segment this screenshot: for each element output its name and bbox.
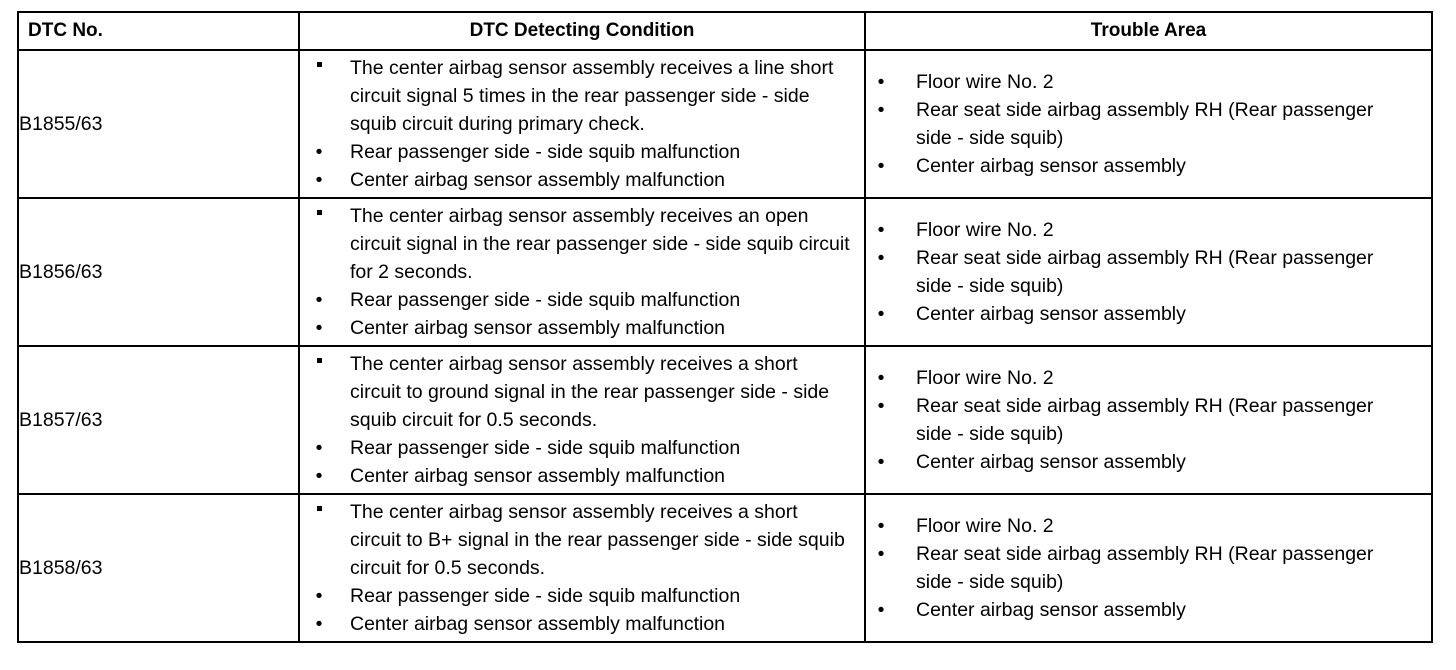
bullet-icon: • [877, 599, 885, 621]
trouble-area-text: Center airbag sensor assembly [916, 155, 1186, 177]
trouble-area-list [866, 364, 1431, 476]
table-row [18, 198, 1432, 346]
trouble-area-text: Center airbag sensor assembly [916, 599, 1186, 621]
bullet-icon: • [877, 515, 885, 537]
bullet-icon: • [877, 155, 885, 177]
trouble-area-item [866, 364, 1431, 392]
trouble-area-cell [865, 50, 1432, 198]
trouble-area-item [866, 216, 1431, 244]
trouble-area-text: Center airbag sensor assembly [916, 451, 1186, 473]
condition-list [300, 54, 864, 194]
condition-text: The center airbag sensor assembly receives a short circuit to B+ signal in the rear passenger side - side squib circuit for 0.5 seconds. [350, 501, 845, 579]
condition-text: The center airbag sensor assembly receives a line short circuit signal 5 times in the rear passenger side - side squib circuit during primary check. [350, 57, 834, 135]
trouble-area-list [866, 68, 1431, 180]
bullet-icon: • [315, 317, 323, 339]
condition-list [300, 498, 864, 638]
bullet-icon: • [315, 465, 323, 487]
condition-cell [299, 346, 865, 494]
condition-item [300, 582, 864, 610]
trouble-area-text: Rear seat side airbag assembly RH (Rear passenger side - side squib) [916, 543, 1374, 593]
condition-item [300, 54, 864, 138]
condition-text: Center airbag sensor assembly malfunction [350, 613, 726, 635]
dtc-table [17, 11, 1433, 643]
condition-text: Center airbag sensor assembly malfunction [350, 169, 726, 191]
bullet-icon: • [877, 219, 885, 241]
bullet-icon: • [315, 437, 323, 459]
trouble-area-item [866, 448, 1431, 476]
trouble-area-text: Floor wire No. 2 [916, 219, 1054, 241]
condition-list [300, 350, 864, 490]
trouble-area-item [866, 68, 1431, 96]
dtc-code: B1858/63 [18, 494, 299, 642]
bullet-icon: • [877, 71, 885, 93]
bullet-icon: • [315, 141, 323, 163]
bullet-icon: • [877, 247, 885, 269]
square-bullet-icon [312, 350, 326, 378]
bullet-icon: • [877, 543, 885, 565]
header-dtc-no: DTC No. [18, 12, 299, 50]
condition-cell [299, 198, 865, 346]
trouble-area-item [866, 540, 1431, 596]
trouble-area-cell [865, 346, 1432, 494]
condition-cell [299, 494, 865, 642]
bullet-icon: • [877, 367, 885, 389]
trouble-area-text: Floor wire No. 2 [916, 515, 1054, 537]
condition-text: Rear passenger side - side squib malfunction [350, 289, 741, 311]
condition-item [300, 350, 864, 434]
bullet-icon: • [315, 169, 323, 191]
square-bullet-icon [312, 498, 326, 526]
trouble-area-list [866, 216, 1431, 328]
trouble-area-text: Floor wire No. 2 [916, 367, 1054, 389]
condition-item [300, 498, 864, 582]
bullet-icon: • [315, 585, 323, 607]
table-row [18, 50, 1432, 198]
trouble-area-text: Center airbag sensor assembly [916, 303, 1186, 325]
condition-text: Rear passenger side - side squib malfunction [350, 585, 741, 607]
condition-item [300, 434, 864, 462]
table-row [18, 494, 1432, 642]
condition-text: The center airbag sensor assembly receives an open circuit signal in the rear passenger side - side squib circuit for 2 seconds. [350, 205, 850, 283]
condition-item [300, 202, 864, 286]
trouble-area-text: Rear seat side airbag assembly RH (Rear passenger side - side squib) [916, 247, 1374, 297]
bullet-icon: • [877, 99, 885, 121]
header-trouble-area: Trouble Area [865, 12, 1432, 50]
bullet-icon: • [877, 395, 885, 417]
trouble-area-item [866, 596, 1431, 624]
trouble-area-cell [865, 198, 1432, 346]
trouble-area-item [866, 300, 1431, 328]
condition-item [300, 462, 864, 490]
header-condition: DTC Detecting Condition [299, 12, 865, 50]
trouble-area-item [866, 96, 1431, 152]
trouble-area-item [866, 152, 1431, 180]
dtc-code: B1856/63 [18, 198, 299, 346]
bullet-icon: • [877, 451, 885, 473]
bullet-icon: • [877, 303, 885, 325]
bullet-icon: • [315, 289, 323, 311]
condition-item [300, 610, 864, 638]
condition-item [300, 138, 864, 166]
bullet-icon: • [315, 613, 323, 635]
condition-cell [299, 50, 865, 198]
trouble-area-text: Floor wire No. 2 [916, 71, 1054, 93]
condition-text: Center airbag sensor assembly malfunction [350, 465, 726, 487]
trouble-area-list [866, 512, 1431, 624]
trouble-area-item [866, 512, 1431, 540]
trouble-area-text: Rear seat side airbag assembly RH (Rear passenger side - side squib) [916, 99, 1374, 149]
trouble-area-item [866, 244, 1431, 300]
condition-item [300, 314, 864, 342]
condition-list [300, 202, 864, 342]
condition-text: Center airbag sensor assembly malfunction [350, 317, 726, 339]
dtc-code: B1855/63 [18, 50, 299, 198]
trouble-area-item [866, 392, 1431, 448]
condition-text: The center airbag sensor assembly receives a short circuit to ground signal in the rear passenger side - side squib circuit for 0.5 seconds. [350, 353, 830, 431]
table-row [18, 346, 1432, 494]
condition-text: Rear passenger side - side squib malfunction [350, 437, 741, 459]
condition-text: Rear passenger side - side squib malfunction [350, 141, 741, 163]
trouble-area-cell [865, 494, 1432, 642]
dtc-code: B1857/63 [18, 346, 299, 494]
condition-item [300, 166, 864, 194]
trouble-area-text: Rear seat side airbag assembly RH (Rear passenger side - side squib) [916, 395, 1374, 445]
square-bullet-icon [312, 202, 326, 230]
square-bullet-icon [312, 54, 326, 82]
header-row [18, 12, 1432, 50]
condition-item [300, 286, 864, 314]
